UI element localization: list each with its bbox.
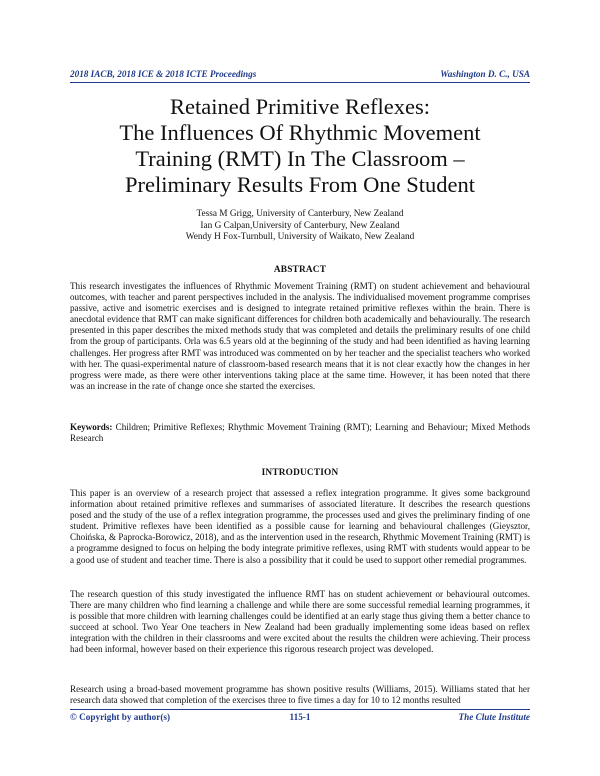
conference-location: Washington D. C., USA bbox=[440, 69, 530, 79]
title-line: Preliminary Results From One Student bbox=[125, 172, 475, 197]
title-line: Training (RMT) In The Classroom – bbox=[135, 146, 465, 171]
title-line: Retained Primitive Reflexes: bbox=[170, 94, 430, 119]
author-line: Ian G Calpan,University of Canterbury, New Zealand bbox=[200, 220, 400, 231]
keywords bbox=[70, 422, 530, 444]
author-line: Wendy H Fox-Turnbull, University of Waikato, New Zealand bbox=[185, 232, 415, 242]
footer-rule bbox=[70, 709, 530, 710]
proceedings-name: 2018 IACB, 2018 ICE & 2018 ICTE Proceedings bbox=[70, 69, 257, 79]
keywords-label: Keywords: bbox=[70, 422, 113, 432]
page-number: 115-1 bbox=[289, 712, 311, 722]
copyright-notice: © Copyright by author(s) bbox=[70, 712, 171, 722]
running-header bbox=[70, 69, 530, 81]
header-rule bbox=[70, 82, 530, 83]
introduction-heading: INTRODUCTION bbox=[261, 468, 339, 478]
intro-paragraph-2: The research question of this study investigated the influence RMT has on student achievement or behavioural outcomes. There are many children who find learning a challenge and while there are some successful remedial learning programmes, it is possible that more children with learning challenges could be identified at an early stage thus giving them a better chance to succeed at school. Two Year One teachers in New Zealand had been gradually implementing some ideas based on reflex integration with the children in their classrooms and were excited about the results the children were achieving. Their process had been informal, however based on their experience this rigorous research project was developed. bbox=[70, 589, 530, 655]
paper-title bbox=[60, 94, 540, 198]
abstract-body: This research investigates the influences of Rhythmic Movement Training (RMT) on student achievement and behavioural outcomes, with teacher and parent perspectives included in the analysis. The individualised movement programme comprises passive, active and isometric exercises and is designed to integrate retained primitive reflexes within the brain. There is anecdotal evidence that RMT can make significant differences for children both academically and behaviourally. The research presented in this paper describes the mixed methods study that was completed and details the preliminary results of one child from the group of participants. Orla was 6.5 years old at the beginning of the study and had been identified as having learning challenges. Her progress after RMT was introduced was commented on by her teacher and the specialist teachers who worked with her. The quasi-experimental nature of classroom-based research means that it is not clear exactly how the changes in her progress were made, as there were other interventions taking place at the same time. However, it has been noted that there was an increase in the rate of change once she started the exercises. bbox=[70, 281, 530, 391]
author-list bbox=[70, 209, 530, 244]
author-line: Tessa M Grigg, University of Canterbury, New Zealand bbox=[196, 209, 404, 219]
intro-paragraph-1: This paper is an overview of a research project that assessed a reflex integration programme. It gives some background information about retained primitive reflexes and summarises of associated literature. It describes the research questions posed and the study of the use of a reflex integration programme, the processes used and gives the preliminary finding of one student. Primitive reflexes have been identified as a possible cause for learning and behavioural challenges (Gieysztor, Choińska, & Paprocka-Borowicz, 2018), and as the intervention used in the research, Rhythmic Movement Training (RMT) is a programme designed to focus on helping the body integrate primitive reflexes, using RMT with students would appear to be a good use of student and teacher time. There is also a possibility that it could be used to support other remedial programmes. bbox=[70, 488, 530, 565]
page-footer bbox=[70, 712, 530, 724]
intro-paragraph-3: Research using a broad-based movement programme has shown positive results (Williams, 2015). Williams stated that her research data showed that completion of the exercises three to five times a day for 10 to 12 months resulted bbox=[70, 684, 530, 706]
keywords-text: Children; Primitive Reflexes; Rhythmic Movement Training (RMT); Learning and Behaviour; Mixed Methods Research bbox=[70, 422, 530, 444]
publisher-name: The Clute Institute bbox=[458, 712, 530, 722]
abstract-heading: ABSTRACT bbox=[273, 265, 327, 275]
title-line: The Influences Of Rhythmic Movement bbox=[119, 120, 481, 145]
